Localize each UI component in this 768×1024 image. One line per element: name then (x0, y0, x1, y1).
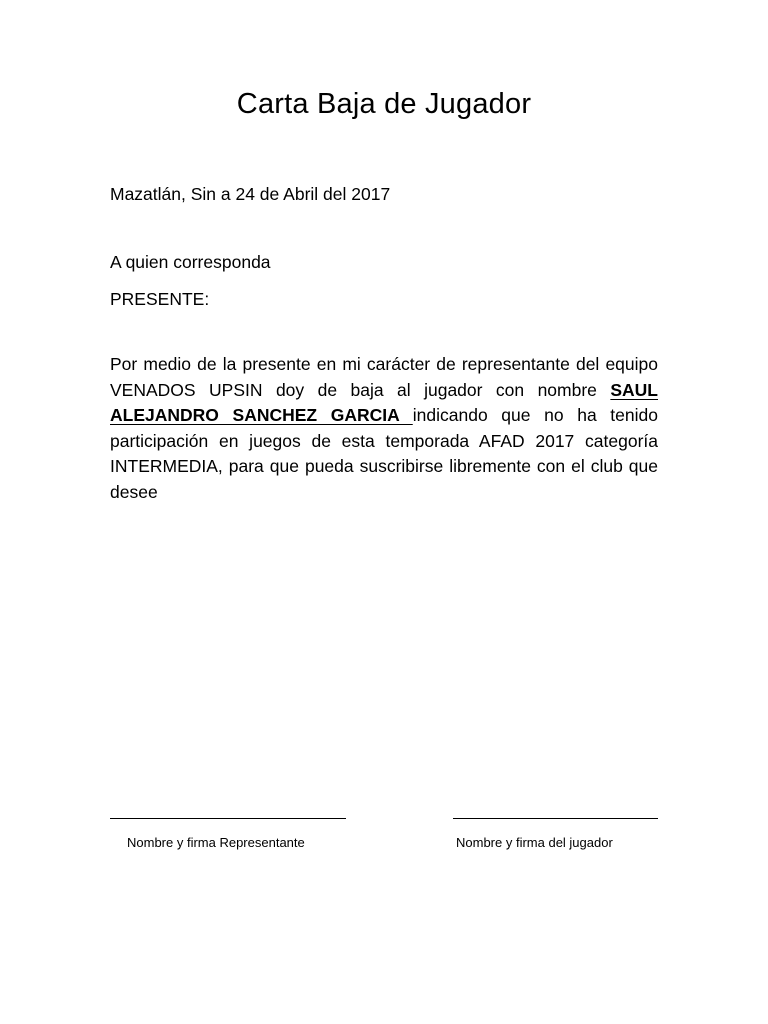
letter-body (110, 352, 658, 505)
greeting: A quien corresponda (110, 252, 271, 272)
representative-signature-label: Nombre y firma Representante (127, 835, 305, 850)
player-signature-label: Nombre y firma del jugador (456, 835, 613, 850)
presente-line: PRESENTE: (110, 289, 210, 309)
player-signature-line (453, 818, 658, 819)
representative-signature-line (110, 818, 346, 819)
body-text-part1: Por medio de la presente en mi carácter de representante del equipo VENADOS UPSIN doy de baja al jugador con nombre (110, 354, 658, 400)
body-text-part2: indicando que no ha tenido participación en juegos de esta temporada AFAD 2017 categoría INTERMEDIA, para que pueda suscribirse libremente con el club que desee (110, 405, 658, 502)
date-line: Mazatlán, Sin a 24 de Abril del 2017 (110, 184, 391, 204)
document-title: Carta Baja de Jugador (236, 88, 532, 120)
player-name: SAUL ALEJANDRO SANCHEZ GARCIA (110, 379, 658, 425)
